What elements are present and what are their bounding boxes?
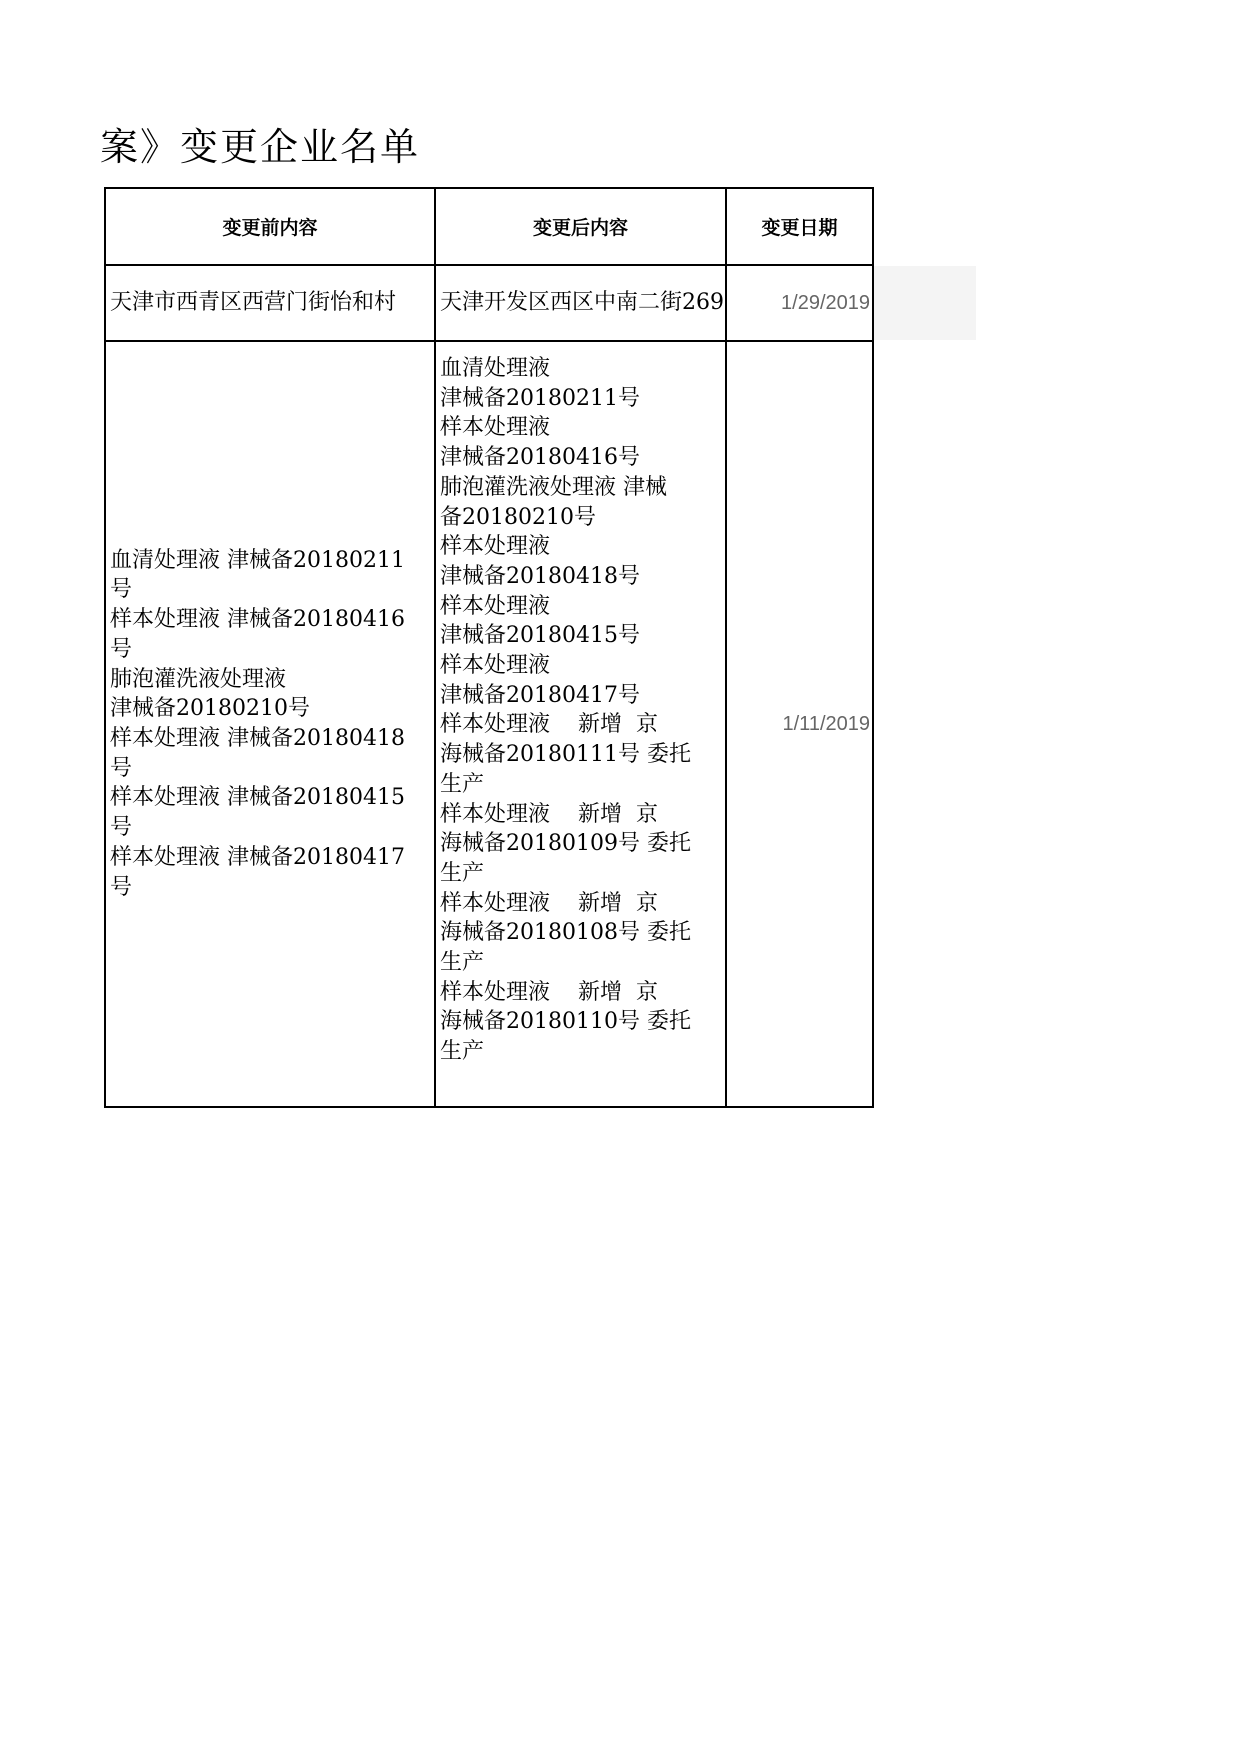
page-title: 案》变更企业名单 xyxy=(100,125,421,169)
row-2-date: 1/11/2019 xyxy=(725,340,874,1108)
row-1-date: 1/29/2019 xyxy=(725,264,874,342)
row-1-after: 天津开发区西区中南二街269 xyxy=(434,264,727,342)
header-date: 变更日期 xyxy=(725,187,874,266)
row-2-after: 血清处理液 津械备20180211号 样本处理液 津械备20180416号 肺泡灌洗液处理液 津械 备20180210号 样本处理液 津械备20180418号 样本处理液 津械备20180415号 样本处理液 津械备20180417号 样本处理液 新增 京 海械备20180111号 委托 生产 样本处理液 新增 京 海械备20180109号 委托 生产 样本处理液 新增 京 海械备20180108号 委托 生产 样本处理液 新增 京 海械备20180110号 委托 生产 xyxy=(434,340,727,1108)
row-1-before: 天津市西青区西营门街怡和村 xyxy=(104,264,436,342)
row-2-before: 血清处理液 津械备20180211 号 样本处理液 津械备20180416 号 肺泡灌洗液处理液 津械备20180210号 样本处理液 津械备20180418 号 样本处理液 津械备20180415 号 样本处理液 津械备20180417 号 xyxy=(104,340,436,1108)
row-1-shade xyxy=(874,266,976,340)
header-after: 变更后内容 xyxy=(434,187,727,266)
header-before: 变更前内容 xyxy=(104,187,436,266)
